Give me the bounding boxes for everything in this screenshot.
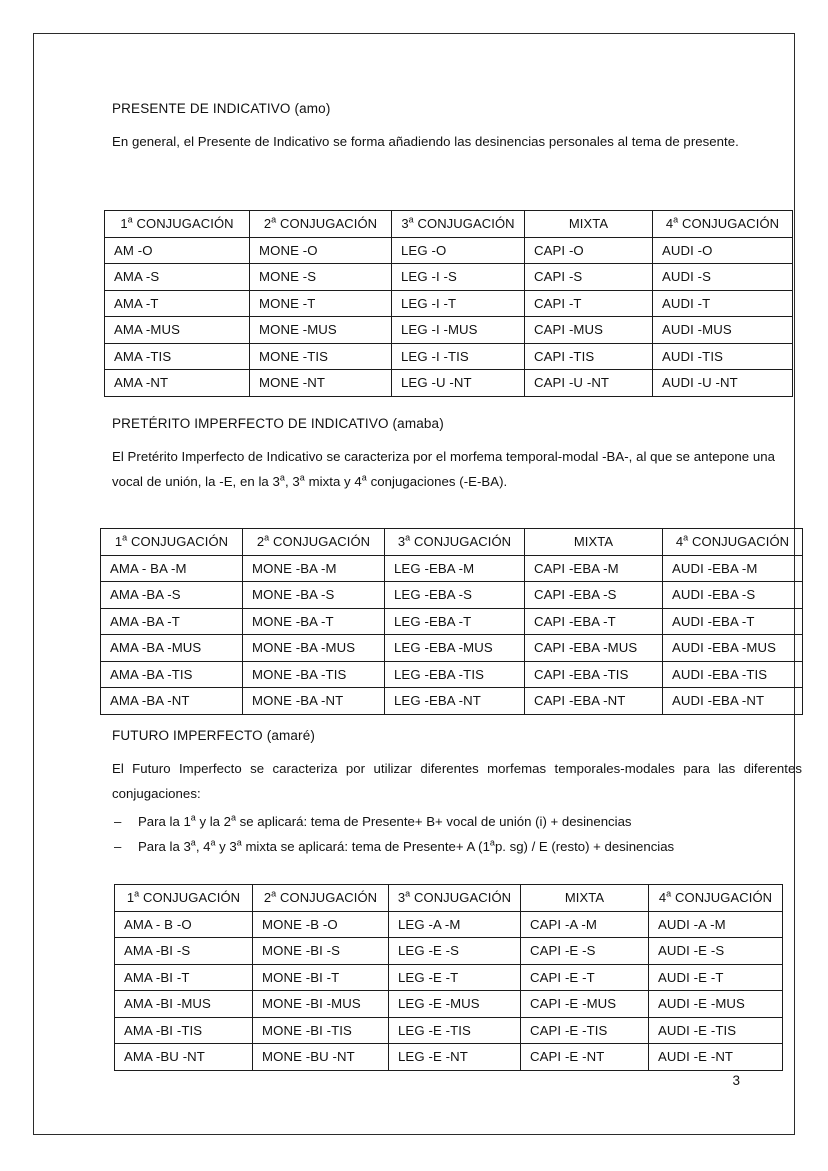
- section-title-preterito: PRETÉRITO IMPERFECTO DE INDICATIVO (amaba): [112, 416, 444, 431]
- table-cell: MONE -TIS: [250, 343, 392, 370]
- table-cell: LEG -EBA -T: [385, 608, 525, 635]
- column-header: 1$^a$ CONJUGACIÓN: [105, 211, 250, 238]
- table-cell: AUDI -E -S: [649, 938, 783, 965]
- table-cell: MONE -O: [250, 237, 392, 264]
- table-cell: MONE -BI -S: [253, 938, 389, 965]
- list-item-label: Para la 1$^a$ y la 2$^a$ se aplicará: tema de Presente+ B+ vocal de unión (i) + desinencias: [138, 812, 632, 830]
- page-number: 3: [732, 1073, 740, 1088]
- table-cell: AMA -NT: [105, 370, 250, 397]
- table-cell: LEG -EBA -TIS: [385, 661, 525, 688]
- table-header-row: [101, 529, 803, 556]
- table-cell: AMA - B -O: [115, 911, 253, 938]
- dash-bullet-icon: –: [114, 814, 122, 830]
- table-cell: LEG -E -TIS: [389, 1017, 521, 1044]
- table-cell: AMA -BA -NT: [101, 688, 243, 715]
- table-row: [115, 991, 783, 1018]
- section-paragraph-preterito: El Pretérito Imperfecto de Indicativo se caracteriza por el morfema temporal-modal -BA-, al que se antepone una vocal de unión, la -E, en la 3$^a$, 3$^a$ mixta y 4$^a$ conjugaciones (-E-BA).: [112, 449, 776, 489]
- table-row: [105, 290, 793, 317]
- table-cell: AUDI -A -M: [649, 911, 783, 938]
- table-cell: LEG -EBA -NT: [385, 688, 525, 715]
- table-cell: AUDI -EBA -MUS: [663, 635, 803, 662]
- table-cell: CAPI -EBA -T: [525, 608, 663, 635]
- table-cell: MONE -BA -MUS: [243, 635, 385, 662]
- column-header: MIXTA: [525, 211, 653, 238]
- table-cell: LEG -I -MUS: [392, 317, 525, 344]
- list-item: [112, 834, 802, 859]
- table-cell: LEG -EBA -M: [385, 555, 525, 582]
- table-cell: AUDI -U -NT: [653, 370, 793, 397]
- table-cell: MONE -BA -NT: [243, 688, 385, 715]
- table-row: [115, 938, 783, 965]
- table-cell: CAPI -E -MUS: [521, 991, 649, 1018]
- table-row: [115, 1044, 783, 1071]
- table-cell: AUDI -E -TIS: [649, 1017, 783, 1044]
- table-cell: AMA -TIS: [105, 343, 250, 370]
- table-row: [105, 343, 793, 370]
- table-cell: MONE -S: [250, 264, 392, 291]
- table-cell: AMA -BI -TIS: [115, 1017, 253, 1044]
- table-cell: AMA -S: [105, 264, 250, 291]
- table-cell: AUDI -O: [653, 237, 793, 264]
- table-presente-indicativo: [104, 210, 793, 397]
- column-header: MIXTA: [525, 529, 663, 556]
- table-row: [101, 661, 803, 688]
- table-cell: CAPI -E -NT: [521, 1044, 649, 1071]
- table-row: [115, 964, 783, 991]
- table-preterito-imperfecto: [100, 528, 803, 715]
- table-cell: CAPI -O: [525, 237, 653, 264]
- table-cell: AUDI -E -MUS: [649, 991, 783, 1018]
- column-header: 4$^a$ CONJUGACIÓN: [649, 885, 783, 912]
- table-cell: AUDI -E -NT: [649, 1044, 783, 1071]
- column-header: 2$^a$ CONJUGACIÓN: [243, 529, 385, 556]
- table-row: [101, 582, 803, 609]
- table-cell: AMA -BA -MUS: [101, 635, 243, 662]
- table-row: [101, 688, 803, 715]
- table-cell: MONE -BU -NT: [253, 1044, 389, 1071]
- column-header: 3$^a$ CONJUGACIÓN: [392, 211, 525, 238]
- table-cell: CAPI -S: [525, 264, 653, 291]
- table-cell: AUDI -TIS: [653, 343, 793, 370]
- table-cell: AMA -BI -S: [115, 938, 253, 965]
- column-header: 3$^a$ CONJUGACIÓN: [385, 529, 525, 556]
- section-title-presente: PRESENTE DE INDICATIVO (amo): [112, 101, 331, 116]
- table-cell: LEG -A -M: [389, 911, 521, 938]
- table-cell: AMA - BA -M: [101, 555, 243, 582]
- column-header: 2$^a$ CONJUGACIÓN: [250, 211, 392, 238]
- futuro-bullet-list: [112, 809, 802, 859]
- table-cell: MONE -BI -MUS: [253, 991, 389, 1018]
- table-cell: MONE -BI -T: [253, 964, 389, 991]
- table-cell: CAPI -E -S: [521, 938, 649, 965]
- table-cell: LEG -I -TIS: [392, 343, 525, 370]
- table-cell: LEG -E -T: [389, 964, 521, 991]
- table-cell: AMA -MUS: [105, 317, 250, 344]
- section-presente-indicativo: [112, 101, 794, 155]
- table-cell: MONE -BI -TIS: [253, 1017, 389, 1044]
- section-paragraph-futuro: El Futuro Imperfecto se caracteriza por utilizar diferentes morfemas temporales-modales para las diferentes conjugaciones:: [112, 761, 802, 801]
- table-cell: LEG -O: [392, 237, 525, 264]
- table-cell: MONE -BA -M: [243, 555, 385, 582]
- table-row: [101, 555, 803, 582]
- table-cell: MONE -BA -TIS: [243, 661, 385, 688]
- table-cell: AMA -BI -MUS: [115, 991, 253, 1018]
- table-cell: AUDI -EBA -TIS: [663, 661, 803, 688]
- table-row: [115, 1017, 783, 1044]
- table-cell: AUDI -S: [653, 264, 793, 291]
- table-row: [101, 608, 803, 635]
- column-header: 1$^a$ CONJUGACIÓN: [101, 529, 243, 556]
- table-cell: AUDI -EBA -S: [663, 582, 803, 609]
- table-cell: LEG -EBA -MUS: [385, 635, 525, 662]
- table-cell: MONE -B -O: [253, 911, 389, 938]
- table-cell: MONE -BA -S: [243, 582, 385, 609]
- column-header: 4$^a$ CONJUGACIÓN: [653, 211, 793, 238]
- table-cell: AMA -BA -TIS: [101, 661, 243, 688]
- table-cell: AUDI -EBA -NT: [663, 688, 803, 715]
- table-cell: CAPI -EBA -TIS: [525, 661, 663, 688]
- table-row: [115, 911, 783, 938]
- table-cell: LEG -I -T: [392, 290, 525, 317]
- column-header: 2$^a$ CONJUGACIÓN: [253, 885, 389, 912]
- table-cell: AUDI -T: [653, 290, 793, 317]
- table-cell: MONE -MUS: [250, 317, 392, 344]
- table-cell: AMA -T: [105, 290, 250, 317]
- table-cell: CAPI -A -M: [521, 911, 649, 938]
- table-cell: LEG -E -MUS: [389, 991, 521, 1018]
- list-item-label: Para la 3$^a$, 4$^a$ y 3$^a$ mixta se aplicará: tema de Presente+ A (1$^a$p. sg) / E (resto) + desinencias: [138, 837, 675, 855]
- section-preterito-imperfecto: [112, 416, 794, 494]
- section-title-futuro: FUTURO IMPERFECTO (amaré): [112, 728, 316, 743]
- column-header: 3$^a$ CONJUGACIÓN: [389, 885, 521, 912]
- column-header: 4$^a$ CONJUGACIÓN: [663, 529, 803, 556]
- table-cell: AMA -BI -T: [115, 964, 253, 991]
- section-futuro-imperfecto: [112, 728, 802, 859]
- table-cell: AM -O: [105, 237, 250, 264]
- table-cell: MONE -T: [250, 290, 392, 317]
- table-cell: CAPI -T: [525, 290, 653, 317]
- section-paragraph-presente: En general, el Presente de Indicativo se forma añadiendo las desinencias personales al tema de presente.: [112, 134, 739, 150]
- table-cell: LEG -E -S: [389, 938, 521, 965]
- table-cell: AUDI -EBA -M: [663, 555, 803, 582]
- column-header: MIXTA: [521, 885, 649, 912]
- table-cell: CAPI -TIS: [525, 343, 653, 370]
- table-cell: LEG -E -NT: [389, 1044, 521, 1071]
- table-cell: CAPI -EBA -M: [525, 555, 663, 582]
- table-cell: CAPI -EBA -NT: [525, 688, 663, 715]
- dash-bullet-icon: –: [114, 839, 122, 855]
- table-row: [105, 370, 793, 397]
- column-header: 1$^a$ CONJUGACIÓN: [115, 885, 253, 912]
- table-cell: CAPI -U -NT: [525, 370, 653, 397]
- table-cell: LEG -I -S: [392, 264, 525, 291]
- table-cell: CAPI -EBA -S: [525, 582, 663, 609]
- table-futuro-imperfecto: [114, 884, 783, 1071]
- table-cell: AUDI -E -T: [649, 964, 783, 991]
- table-cell: AMA -BA -S: [101, 582, 243, 609]
- table-row: [105, 264, 793, 291]
- table-row: [105, 317, 793, 344]
- table-cell: CAPI -EBA -MUS: [525, 635, 663, 662]
- table-cell: AMA -BA -T: [101, 608, 243, 635]
- table-cell: AMA -BU -NT: [115, 1044, 253, 1071]
- table-cell: AUDI -EBA -T: [663, 608, 803, 635]
- table-cell: AUDI -MUS: [653, 317, 793, 344]
- list-item: [112, 809, 802, 834]
- table-cell: CAPI -MUS: [525, 317, 653, 344]
- table-cell: MONE -NT: [250, 370, 392, 397]
- document-page: [33, 33, 802, 1135]
- table-row: [101, 635, 803, 662]
- table-row: [105, 237, 793, 264]
- table-header-row: [105, 211, 793, 238]
- table-cell: LEG -EBA -S: [385, 582, 525, 609]
- table-cell: LEG -U -NT: [392, 370, 525, 397]
- table-cell: CAPI -E -TIS: [521, 1017, 649, 1044]
- table-cell: CAPI -E -T: [521, 964, 649, 991]
- table-cell: MONE -BA -T: [243, 608, 385, 635]
- table-header-row: [115, 885, 783, 912]
